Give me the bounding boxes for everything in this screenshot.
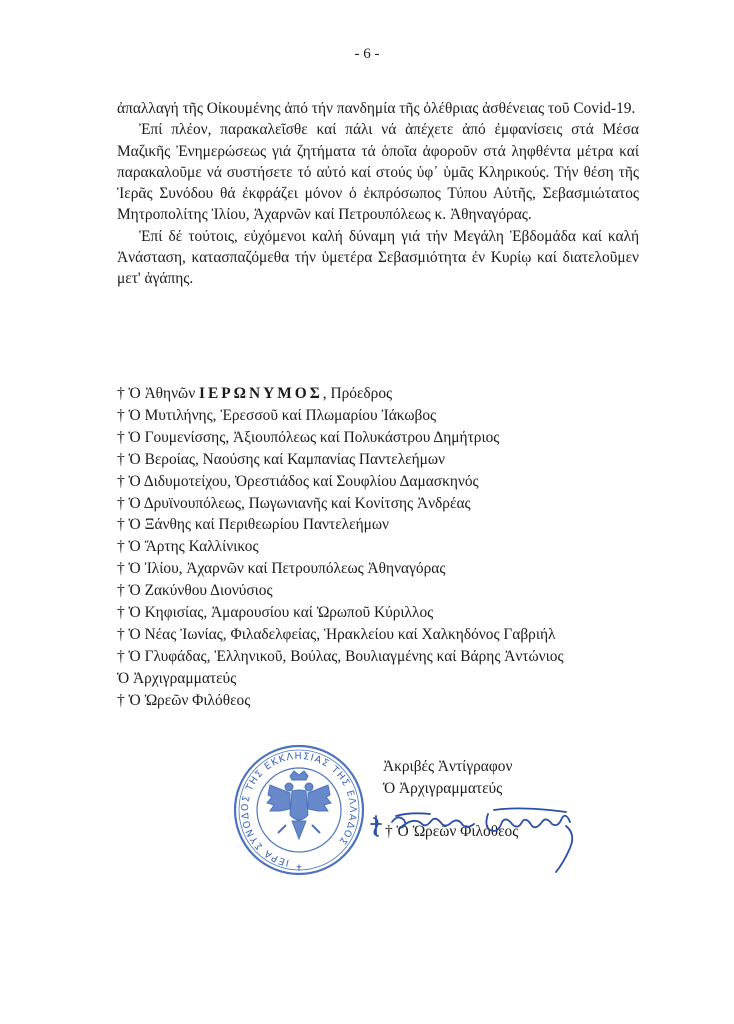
signatory: † Ὁ Γουμενίσσης, Ἀξιουπόλεως καί Πολυκάστρου Δημήτριος <box>117 428 500 446</box>
signatory: † Ὁ Βεροίας, Ναούσης καί Καμπανίας Παντελεήμων <box>117 450 446 468</box>
attestation-title: Ὁ Ἀρχιγραμματεύς <box>383 779 503 797</box>
signatory: † Ὁ Διδυμοτείχου, Ὀρεστιάδος καί Σουφλίου Δαμασκηνός <box>117 472 479 490</box>
letter-body <box>117 98 639 290</box>
secretary-title: Ὁ Ἀρχιγραμματεύς <box>117 669 237 687</box>
signatory: † Ὁ Γλυφάδας, Ἐλληνικοῦ, Βούλας, Βουλιαγμένης καί Βάρης Ἀντώνιος <box>117 647 564 665</box>
signatory: † Ὁ Ζακύνθου Διονύσιος <box>117 582 273 600</box>
seal-cross-icon: ✝ <box>295 863 303 873</box>
seal-text: ΙΕΡΑ ΣΥΝΟΔΟΣ ΤΗΣ ΕΚΚΛΗΣΙΑΣ ΤΗΣ ΕΛΛΑΔΟΣ <box>239 750 359 868</box>
attestation-true-copy: Ἀκριβές Ἀντίγραφον <box>383 758 513 775</box>
signatory: † Ὁ Ξάνθης καί Περιθεωρίου Παντελεήμων <box>117 516 389 534</box>
signatories-list <box>117 383 677 712</box>
signatory: † Ὁ Κηφισίας, Ἀμαρουσίου καί Ὠρωποῦ Κύριλλος <box>117 604 434 622</box>
holy-synod-seal <box>232 743 366 877</box>
paragraph-1: ἀπαλλαγή τῆς Οἰκουμένης ἀπό τήν πανδημία τῆς ὀλέθριας ἀσθένειας τοῦ Covid-19. <box>117 100 636 117</box>
signatory: † Ὁ Νέας Ἰωνίας, Φιλαδελφείας, Ἡρακλείου καί Χαλκηδόνος Γαβριήλ <box>117 625 556 643</box>
signatory: † Ὁ Μυτιλήνης, Ἐρεσσοῦ καί Πλωμαρίου Ἰάκωβος <box>117 406 437 424</box>
signatory-president-prefix: † Ὁ Ἀθηνῶν <box>117 385 199 402</box>
signatory: † Ὁ Δρυϊνουπόλεως, Πωγωνιανῆς καί Κονίτσης Ἀνδρέας <box>117 494 471 512</box>
double-headed-eagle-icon <box>267 771 331 839</box>
attestation-signer: † Ὁ Ὠρεῶν Φιλόθεος <box>385 823 519 840</box>
signatory-president-suffix: , Πρόεδρος <box>322 385 393 402</box>
signatory: † Ὁ Ἄρτης Καλλίνικος <box>117 538 259 556</box>
secretary-signatory: † Ὁ Ὠρεῶν Φιλόθεος <box>117 691 251 709</box>
signatory-president <box>117 383 677 405</box>
paragraph-2: Ἐπί πλέον, παρακαλεῖσθε καί πάλι νά ἀπέχετε ἀπό ἐμφανίσεις στά Μέσα Μαζικῆς Ἐνημερώσεως γιά ζητήματα τά ὁποῖα ἀφοροῦν στά ληφθέντα μέτρα καί παρακαλοῦμε νά συστήσετε τό αὐτό καί στούς ὑφ᾿ ὑμᾶς Κληρικούς. Τήν θέση τῆς Ἱερᾶς Συνόδου θά ἐκφράζει μόνον ὁ ἐκπρόσωπος Τύπου Αὐτῆς, Σεβασμιώτατος Μητροπολίτης Ἰλίου, Ἀχαρνῶν καί Πετρουπόλεως κ. Ἀθηναγόρας. <box>117 121 639 224</box>
signatory-president-name: ΙΕΡΩΝΥΜΟΣ <box>199 385 323 402</box>
signatory: † Ὁ Ἰλίου, Ἀχαρνῶν καί Πετρουπόλεως Ἀθηναγόρας <box>117 560 446 578</box>
page-number: - 6 - <box>354 46 380 62</box>
handwritten-signature <box>370 800 590 880</box>
paragraph-3: Ἐπί δέ τούτοις, εὐχόμενοι καλή δύναμη γιά τήν Μεγάλη Ἑβδομάδα καί καλή Ἀνάσταση, κατασπαζόμεθα τήν ὑμετέρα Σεβασμιότητα ἐν Κυρίῳ καί διατελοῦμεν μετ' ἀγάπης. <box>117 227 639 288</box>
